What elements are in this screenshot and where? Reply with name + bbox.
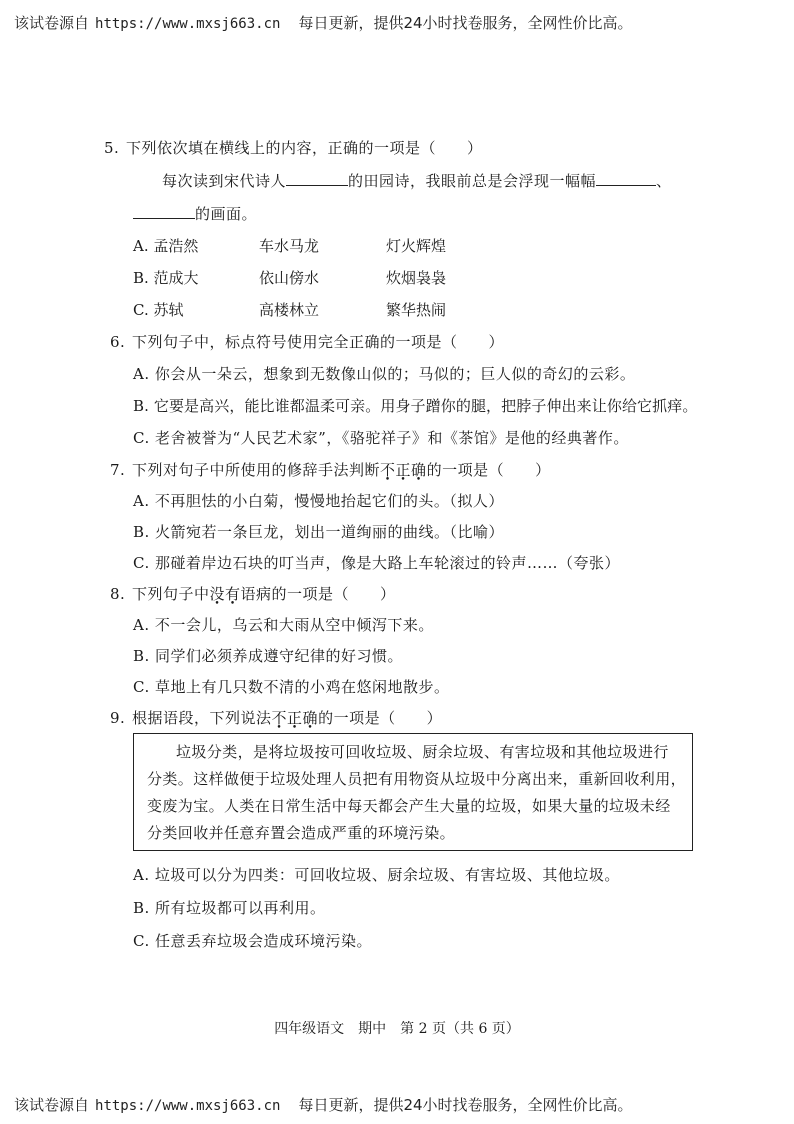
q5-opt-a-col1: A. 孟浩然: [133, 237, 199, 255]
q5-sentence-part-d: 的画面。: [195, 205, 258, 223]
q9-emphasis-char-1: 不: [271, 709, 288, 727]
q9-stem: [110, 707, 442, 728]
q8-number: 8.: [110, 585, 126, 603]
q9-option-b: B. 所有垃圾都可以再利用。: [133, 899, 326, 917]
q5-blank-2: [596, 171, 656, 186]
q5-stem: [104, 137, 483, 158]
q5-opt-c-col2: 高楼林立: [259, 301, 320, 319]
q8-stem-part-b: 语病的一项是（ ）: [240, 585, 396, 603]
banner-url-link[interactable]: https://www.mxsj663.cn: [95, 16, 281, 32]
q9-number: 9.: [110, 709, 126, 727]
q7-stem: [110, 459, 551, 480]
banner-url-link[interactable]: https://www.mxsj663.cn: [95, 1098, 281, 1114]
q7-stem-part-a: 下列对句子中所使用的修辞手法判断: [132, 461, 381, 479]
q6-number: 6.: [110, 333, 126, 351]
q8-option-b: B. 同学们必须养成遵守纪律的好习惯。: [133, 647, 404, 665]
q7-option-b: B. 火箭宛若一条巨龙，划出一道绚丽的曲线。（比喻）: [133, 523, 505, 541]
q5-opt-b-col1: B. 范成大: [133, 269, 199, 287]
q7-emphasis-char-2: 正: [395, 461, 412, 479]
q9-option-a: A. 垃圾可以分为四类：可回收垃圾、厨余垃圾、有害垃圾、其他垃圾。: [133, 866, 620, 884]
page-footer: 四年级语文 期中 第 2 页（共 6 页）: [274, 1021, 520, 1037]
q7-stem-part-b: 的一项是（ ）: [426, 461, 551, 479]
q9-passage-line-1: 垃圾分类，是将垃圾按可回收垃圾、厨余垃圾、有害垃圾和其他垃圾进行: [176, 743, 669, 761]
q6-option-b: B. 它要是高兴，能比谁都温柔可亲。用身子蹭你的腿，把脖子伸出来让你给它抓痒。: [133, 397, 698, 415]
q6-stem: [110, 331, 504, 352]
q9-passage-line-4: 分类回收并任意弃置会造成严重的环境污染。: [147, 824, 456, 842]
q6-option-a: A. 你会从一朵云，想象到无数像山似的；马似的；巨人似的奇幻的云彩。: [133, 365, 636, 383]
bottom-banner: [14, 1094, 633, 1115]
banner-slogan: 每日更新，提供24小时找卷服务，全网性价比高。: [298, 1096, 633, 1114]
q8-emphasis-char-1: 没: [209, 585, 226, 603]
q8-emphasis-char-2: 有: [225, 585, 241, 603]
q8-stem: [110, 583, 396, 604]
q5-blank-1: [286, 171, 348, 186]
q7-emphasis-char-3: 确: [411, 461, 427, 479]
q7-option-a: A. 不再胆怯的小白菊，慢慢地抬起它们的头。（拟人）: [133, 492, 504, 510]
banner-slogan: 每日更新，提供24小时找卷服务，全网性价比高。: [298, 14, 633, 32]
banner-site: 该试卷源自: [14, 1096, 90, 1114]
q7-option-c: C. 那碰着岸边石块的叮当声，像是大路上车轮滚过的铃声……（夸张）: [133, 554, 620, 572]
q5-sentence-part-c: 、: [656, 172, 672, 190]
q6-option-c: C. 老舍被誉为“人民艺术家”，《骆驼祥子》和《茶馆》是他的经典著作。: [133, 429, 629, 447]
q9-stem-part-b: 的一项是（ ）: [318, 709, 443, 727]
q5-sentence-line2: [133, 203, 257, 224]
q5-number: 5.: [104, 139, 120, 157]
q9-option-c: C. 任意丢弃垃圾会造成环境污染。: [133, 932, 372, 950]
q5-blank-3: [133, 204, 195, 219]
q9-passage-line-3: 变废为宝。人类在日常生活中每天都会产生大量的垃圾，如果大量的垃圾未经: [147, 797, 671, 815]
q9-passage-line-2: 分类。这样做便于垃圾处理人员把有用物资从垃圾中分离出来，重新回收利用，: [147, 770, 687, 788]
q9-emphasis-char-3: 确: [302, 709, 319, 727]
q5-sentence-line1: [162, 170, 672, 191]
q5-opt-c-col3: 繁华热闹: [386, 301, 447, 319]
q5-sentence-part-a: 每次读到宋代诗人: [162, 172, 287, 190]
q5-stem-text: 下列依次填在横线上的内容，正确的一项是（ ）: [126, 139, 483, 157]
q5-opt-c-col1: C. 苏轼: [133, 301, 184, 319]
q6-stem-text: 下列句子中，标点符号使用完全正确的一项是（ ）: [132, 333, 505, 351]
q9-stem-part-a: 根据语段，下列说法: [132, 709, 272, 727]
banner-site: 该试卷源自: [14, 14, 90, 32]
q8-option-a: A. 不一会儿，乌云和大雨从空中倾泻下来。: [133, 616, 434, 634]
q7-number: 7.: [110, 461, 126, 479]
q5-opt-a-col2: 车水马龙: [259, 237, 320, 255]
q5-opt-a-col3: 灯火辉煌: [386, 237, 447, 255]
q5-opt-b-col2: 依山傍水: [259, 269, 320, 287]
top-banner: [14, 12, 633, 33]
q5-sentence-part-b: 的田园诗，我眼前总是会浮现一幅幅: [348, 172, 597, 190]
q5-opt-b-col3: 炊烟袅袅: [386, 269, 447, 287]
q7-emphasis-char-1: 不: [380, 461, 396, 479]
q8-stem-part-a: 下列句子中: [132, 585, 210, 603]
q8-option-c: C. 草地上有几只数不清的小鸡在悠闲地散步。: [133, 678, 450, 696]
q9-emphasis-char-2: 正: [287, 709, 303, 727]
